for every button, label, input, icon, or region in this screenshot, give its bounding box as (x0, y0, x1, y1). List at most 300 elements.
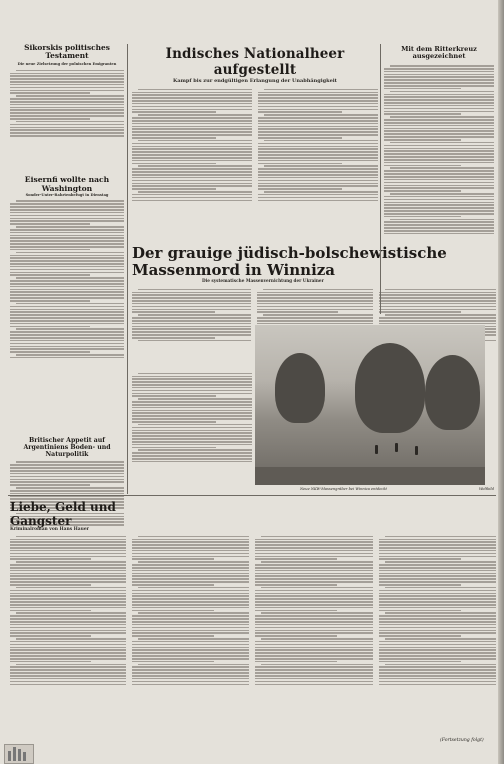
text-line (132, 421, 216, 423)
text-line (132, 604, 250, 606)
text-line (255, 541, 373, 543)
text-line (132, 635, 214, 637)
text-line (132, 168, 252, 170)
text-line (10, 684, 126, 686)
text-line (132, 675, 250, 677)
text-line (16, 561, 126, 563)
text-line (258, 143, 378, 145)
text-line (384, 105, 494, 107)
text-line (10, 109, 124, 111)
text-line (255, 604, 373, 606)
text-line (255, 661, 337, 663)
text-line (132, 447, 216, 449)
text-line (379, 595, 497, 597)
continue-label: (Fortsetzung folgt) (440, 738, 484, 743)
text-line (10, 581, 126, 583)
text-line (132, 441, 252, 443)
text-line (255, 641, 373, 643)
text-line (379, 635, 461, 637)
text-line (255, 539, 373, 541)
text-line (384, 213, 494, 215)
text-line (384, 173, 494, 175)
text-line (384, 156, 494, 158)
bottom-text-a (10, 534, 126, 754)
text-line (379, 581, 497, 583)
text-line (379, 590, 497, 592)
bottom-subtitle: Kriminalroman von Hans Hauer (10, 527, 89, 532)
text-line (10, 575, 126, 577)
text-line (261, 587, 373, 589)
text-line (132, 103, 252, 105)
text-line (255, 595, 373, 597)
text-line (10, 294, 124, 296)
text-line (258, 148, 378, 150)
text-line (379, 615, 497, 617)
text-line (10, 467, 124, 469)
text-line (379, 641, 497, 643)
text-line (255, 658, 373, 660)
text-line (379, 649, 497, 651)
text-line (379, 550, 497, 552)
text-line (132, 185, 252, 187)
text-line (10, 124, 124, 126)
text-line (10, 635, 91, 637)
text-line (258, 160, 378, 162)
text-line (10, 681, 126, 683)
text-line (138, 165, 252, 167)
text-line (258, 185, 378, 187)
text-line (10, 484, 90, 486)
text-line (132, 621, 250, 623)
text-line (132, 151, 252, 153)
text-line (10, 346, 124, 348)
text-line (132, 148, 252, 150)
text-line (132, 458, 252, 460)
text-line (10, 590, 126, 592)
text-line (261, 536, 373, 538)
photo-ground (255, 467, 485, 485)
text-line (384, 88, 461, 90)
text-line (132, 567, 250, 569)
text-line (132, 652, 250, 654)
text-line (384, 230, 494, 232)
text-line (10, 604, 126, 606)
text-line (132, 177, 252, 179)
text-line (16, 638, 126, 640)
left-subheadline-2: Sonder-Unter-Rahrtenbefugt in Dienstag (25, 192, 109, 197)
text-line (10, 84, 124, 86)
text-line (379, 655, 497, 657)
text-line (384, 233, 494, 235)
text-line (379, 627, 497, 629)
text-line (132, 311, 215, 313)
text-line (132, 632, 250, 634)
left-subheadline-1: Die neue Zielsetzung der polnischen Emigranten (17, 62, 117, 66)
photo-figure-3 (415, 446, 418, 455)
text-line (10, 658, 126, 660)
text-line (379, 672, 497, 674)
text-line (258, 157, 378, 159)
text-line (132, 669, 250, 671)
text-line (10, 624, 126, 626)
text-line (132, 381, 252, 383)
text-line (384, 108, 494, 110)
text-line (384, 133, 494, 135)
text-line (255, 635, 337, 637)
text-line (379, 621, 497, 623)
bottom-text-b (132, 534, 250, 754)
text-line (132, 200, 252, 202)
text-line (16, 612, 126, 614)
text-line (379, 558, 461, 560)
text-line (132, 573, 250, 575)
text-line (384, 159, 494, 161)
text-line (132, 461, 252, 463)
text-line (16, 277, 124, 279)
text-line (132, 171, 252, 173)
text-line (384, 119, 494, 121)
text-line (379, 553, 497, 555)
text-line (379, 598, 497, 600)
text-line (10, 297, 124, 299)
text-line (379, 541, 497, 543)
text-line (132, 672, 250, 674)
right-text-1 (384, 64, 494, 314)
text-line (255, 678, 373, 680)
text-line (385, 561, 497, 563)
bottom-columns (10, 534, 496, 754)
text-line (384, 196, 494, 198)
text-line (10, 229, 124, 231)
text-line (132, 432, 252, 434)
text-line (10, 323, 124, 325)
text-line (258, 97, 378, 99)
text-line (10, 75, 124, 77)
footer-logo (4, 744, 34, 764)
left-headline-3: Britischer Appetit auf Argentiniens Boden- und Naturpolitik (23, 437, 111, 459)
text-line (384, 94, 494, 96)
text-line (384, 136, 494, 138)
text-line (385, 587, 497, 589)
bottom-text-d (379, 534, 497, 754)
text-line (10, 666, 126, 668)
column-divider (127, 44, 128, 494)
text-line (257, 306, 374, 308)
center-subheadline-2: Die systematische Massenvernichtung der Ukrainer (202, 278, 324, 283)
text-line (132, 678, 250, 680)
text-line (10, 573, 126, 575)
text-line (138, 191, 252, 193)
text-line (379, 601, 497, 603)
text-line (10, 78, 124, 80)
left-text-1 (10, 68, 124, 168)
text-line (379, 575, 497, 577)
text-line (132, 438, 252, 440)
text-line (132, 384, 252, 386)
text-line (132, 146, 252, 148)
text-line (255, 684, 373, 686)
text-line (10, 246, 124, 248)
left-column (10, 44, 124, 484)
text-line (379, 317, 496, 319)
text-line (258, 183, 378, 185)
text-line (255, 621, 373, 623)
text-line (132, 666, 250, 668)
text-line (384, 199, 494, 201)
text-line (132, 306, 251, 308)
text-line (132, 131, 252, 133)
text-line (132, 444, 252, 446)
text-line (132, 300, 251, 302)
text-line (255, 558, 337, 560)
text-line (132, 194, 252, 196)
text-line (258, 92, 378, 94)
text-line (10, 473, 124, 475)
text-line (10, 203, 124, 205)
text-line (390, 65, 494, 67)
text-line (10, 215, 124, 217)
text-line (258, 106, 378, 108)
text-line (10, 112, 124, 114)
text-line (132, 684, 250, 686)
text-line (255, 575, 373, 577)
text-line (132, 106, 252, 108)
text-line (379, 618, 497, 620)
center-headline-1: Indisches Nationalheer aufgestellt (165, 46, 345, 78)
text-line (132, 430, 252, 432)
text-line (255, 556, 373, 558)
text-line (379, 632, 497, 634)
text-line (132, 97, 252, 99)
text-line (10, 678, 126, 680)
text-line (379, 684, 497, 686)
text-line (258, 194, 378, 196)
text-line (132, 455, 252, 457)
text-line (16, 461, 124, 463)
text-line (10, 257, 124, 259)
text-line (16, 587, 126, 589)
center-text-columns (132, 87, 378, 252)
text-line (255, 627, 373, 629)
text-line (16, 664, 126, 666)
text-line (138, 289, 251, 291)
text-line (257, 309, 374, 311)
text-line (10, 223, 90, 225)
center-lower-text-d (132, 371, 252, 505)
text-line (384, 176, 494, 178)
text-line (10, 479, 124, 481)
center-lower-text-a (132, 287, 251, 367)
text-line (132, 163, 216, 165)
text-line (255, 632, 373, 634)
text-line (16, 303, 124, 305)
text-line (384, 111, 494, 113)
text-line (132, 407, 252, 409)
text-line (379, 661, 461, 663)
text-line (132, 378, 252, 380)
text-line (10, 269, 124, 271)
text-line (10, 464, 124, 466)
text-line (10, 206, 124, 208)
text-line (10, 476, 124, 478)
text-line (258, 137, 342, 139)
photo-figure-1 (375, 445, 378, 454)
text-line (10, 237, 124, 239)
text-line (384, 162, 494, 164)
text-line (10, 286, 124, 288)
text-line (10, 641, 126, 643)
center-subheadline-1: Kampf bis zur endgültigen Erlangung der Unabhängigkeit (173, 78, 337, 84)
text-line (10, 630, 126, 632)
text-line (132, 309, 251, 311)
text-line (258, 117, 378, 119)
text-line (132, 415, 252, 417)
text-line (264, 114, 378, 116)
text-line (10, 104, 124, 106)
text-line (132, 376, 252, 378)
text-line (10, 135, 124, 137)
text-line (255, 666, 373, 668)
text-line (10, 311, 124, 313)
text-line (255, 672, 373, 674)
text-line (16, 328, 124, 330)
text-line (379, 604, 497, 606)
text-line (379, 544, 497, 546)
text-line (10, 127, 124, 129)
text-line (384, 128, 494, 130)
text-line (10, 260, 124, 262)
text-line (10, 243, 124, 245)
text-line (10, 618, 126, 620)
text-line (384, 170, 494, 172)
text-line (384, 187, 494, 189)
text-line (10, 266, 124, 268)
text-line (258, 146, 378, 148)
text-line (390, 219, 494, 221)
text-line (258, 111, 342, 113)
text-line (10, 314, 124, 316)
text-line (132, 126, 252, 128)
text-line (384, 130, 494, 132)
text-line (10, 539, 126, 541)
text-line (132, 630, 250, 632)
text-line (379, 567, 497, 569)
text-line (258, 100, 378, 102)
text-line (10, 283, 124, 285)
text-line (10, 615, 126, 617)
text-line (132, 297, 251, 299)
text-line (384, 185, 494, 187)
text-line (10, 218, 124, 220)
text-line (255, 601, 373, 603)
text-line (384, 150, 494, 152)
text-line (132, 553, 250, 555)
text-line (258, 134, 378, 136)
text-line (10, 584, 91, 586)
text-line (138, 373, 252, 375)
text-line (10, 647, 126, 649)
bottom-title: Liebe, Geld und Gangster (10, 500, 116, 528)
text-line (255, 598, 373, 600)
text-line (10, 280, 124, 282)
text-line (255, 624, 373, 626)
text-line (138, 449, 252, 451)
text-line (258, 126, 378, 128)
text-line (255, 564, 373, 566)
text-line (379, 647, 497, 649)
text-line (379, 539, 497, 541)
text-line (257, 320, 374, 322)
text-line (379, 578, 497, 580)
text-line (10, 547, 126, 549)
bottom-text-c (255, 534, 373, 754)
text-line (10, 598, 126, 600)
text-line (10, 470, 124, 472)
text-line (10, 317, 124, 319)
text-line (132, 435, 252, 437)
text-line (132, 154, 252, 156)
text-line (132, 647, 250, 649)
text-line (132, 556, 250, 558)
photo-tree-1 (275, 353, 325, 423)
text-line (255, 581, 373, 583)
text-line (132, 681, 250, 683)
text-line (379, 556, 497, 558)
text-line (10, 129, 124, 131)
photo-tree-2 (355, 343, 425, 433)
text-line (10, 567, 126, 569)
text-line (132, 418, 252, 420)
text-line (10, 607, 126, 609)
text-line (390, 193, 494, 195)
text-line (384, 148, 494, 150)
text-line (138, 664, 250, 666)
text-line (10, 337, 124, 339)
text-line (384, 210, 494, 212)
text-line (10, 578, 126, 580)
text-line (384, 224, 494, 226)
text-line (10, 232, 124, 234)
text-line (379, 675, 497, 677)
text-line (10, 675, 126, 677)
right-headline-1: Mit dem Ritterkreuz ausgezeichnet (401, 45, 477, 61)
text-line (255, 610, 337, 612)
text-line (16, 354, 124, 356)
text-line (10, 132, 124, 134)
text-line (255, 547, 373, 549)
text-line (257, 317, 374, 319)
text-line (10, 348, 124, 350)
text-line (132, 134, 252, 136)
text-line (10, 274, 90, 276)
text-line (132, 627, 250, 629)
text-line (132, 331, 251, 333)
text-line (132, 539, 250, 541)
text-line (132, 137, 216, 139)
text-line (258, 171, 378, 173)
text-line (138, 424, 252, 426)
text-line (10, 107, 124, 109)
text-line (132, 111, 216, 113)
text-line (138, 314, 251, 316)
text-line (10, 90, 124, 92)
text-line (384, 216, 461, 218)
text-line (10, 87, 124, 89)
text-line (132, 128, 252, 130)
left-headline-2: Eisernfi wollte nach Washington (24, 175, 110, 193)
text-line (138, 398, 252, 400)
text-line (10, 92, 90, 94)
